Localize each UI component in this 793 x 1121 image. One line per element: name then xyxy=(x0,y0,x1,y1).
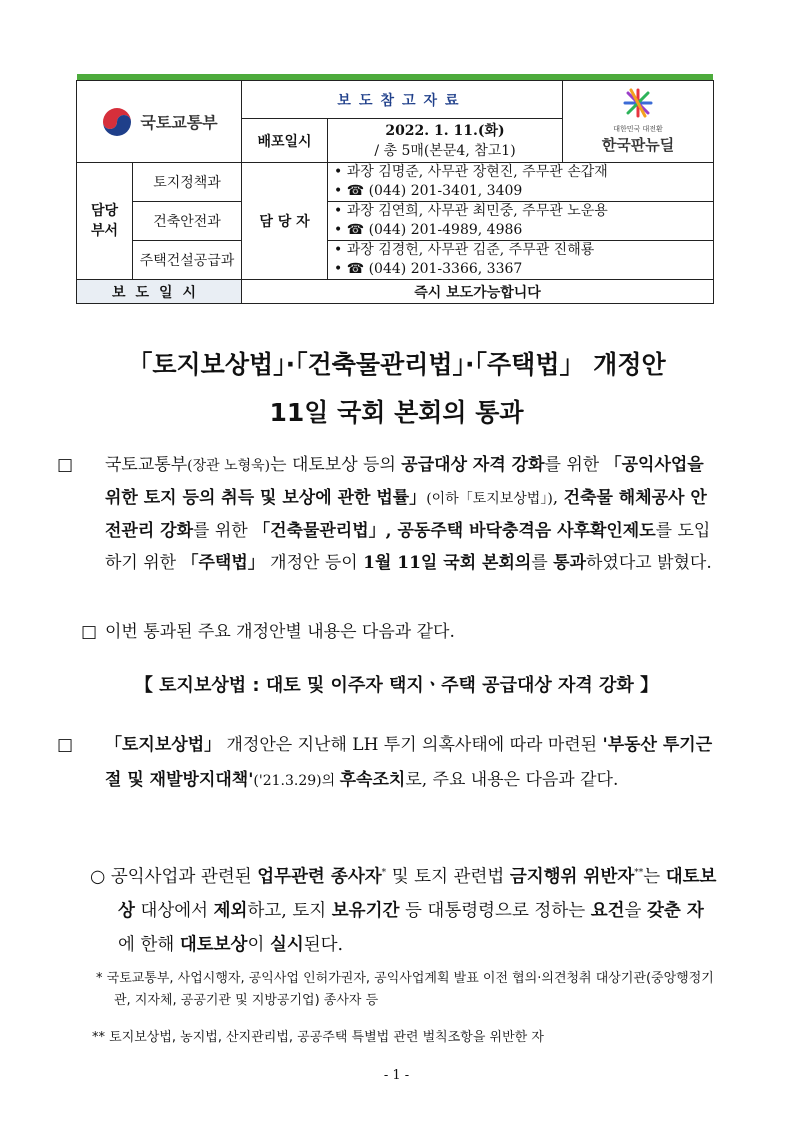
paragraph-2: □ 이번 통과된 주요 개정안별 내용은 다음과 같다. xyxy=(81,616,721,648)
contact-staff: • 과장 김연희, 사무관 최민중, 주무관 노운용 xyxy=(334,203,608,219)
contact-staff: • 과장 김명준, 사무관 장현진, 주무관 손갑재 xyxy=(334,164,608,180)
new-deal-logo-icon xyxy=(621,88,655,118)
footnote-2: ** 토지보상법, 농지법, 산지관리법, 공공주택 특별법 관련 벌칙조항을 위반한 자 xyxy=(92,1030,544,1045)
page-count: / 총 5매(본문4, 참고1) xyxy=(374,142,516,159)
dept-name: 토지정책과 xyxy=(133,163,242,202)
release-label: 배포일시 xyxy=(242,119,328,163)
release-date: 2022. 1. 11.(화) xyxy=(385,122,505,139)
korean-new-deal-logo-cell xyxy=(563,81,714,163)
headline-line-2: 11일 국회 본회의 통과 xyxy=(269,398,524,427)
headline-line-1: 「토지보상법」·「건축물관리법」·「주택법」 개정안 xyxy=(127,350,666,379)
dept-contact xyxy=(328,241,714,280)
embargo-value: 즉시 보도가능합니다 xyxy=(242,280,714,304)
contact-staff: • 과장 김경헌, 사무관 김준, 주무관 진해룡 xyxy=(334,242,595,258)
contact-phone: • ☎ (044) 201-3366, 3367 xyxy=(334,261,523,277)
footnote-1: * 국토교통부, 사업시행자, 공익사업 인허가권자, 공익사업계획 발표 이전 협의·의견청취 대상기관(중앙행정기관, 지자체, 공공기관 및 지방공기업) 종사자 등 xyxy=(96,971,714,1008)
paragraph-3: □ 「토지보상법」 개정안은 지난해 LH 투기 의혹사태에 따라 마련된 '부동산 투기근절 및 재발방지대책'('21.3.29)의 후속조치로, 주요 내용은 다음과 같다. xyxy=(81,728,721,799)
sub-item-1: ○ 공익사업과 관련된 업무관련 종사자* 및 토지 관련법 금지행위 위반자**는 대토보상 대상에서 제외하고, 토지 보유기간 등 대통령령으로 정하는 요건을 갖춘 자에 한해 대토보상이 실시된다. xyxy=(90,866,717,955)
dept-contact xyxy=(328,202,714,241)
section-title: 【 토지보상법 : 대토 및 이주자 택지ㆍ주택 공급대상 자격 강화 】 xyxy=(134,675,659,696)
contact-phone: • ☎ (044) 201-3401, 3409 xyxy=(334,183,523,199)
new-deal-title: 한국판뉴딜 xyxy=(601,136,675,154)
release-date-cell xyxy=(328,119,563,163)
contact-label: 담 당 자 xyxy=(242,163,328,280)
new-deal-subtitle: 대한민국 대전환 xyxy=(613,125,663,133)
checkbox-bullet-icon: □ xyxy=(57,455,74,475)
ministry-name: 국토교통부 xyxy=(140,113,218,132)
dept-label: 담당 부서 xyxy=(77,163,133,280)
checkbox-bullet-icon: □ xyxy=(57,735,74,755)
embargo-label: 보도일시 xyxy=(77,280,242,304)
ministry-logo-cell xyxy=(77,81,242,163)
page-number: - 1 - xyxy=(383,1068,410,1083)
dept-name: 건축안전과 xyxy=(133,202,242,241)
dept-name: 주택건설공급과 xyxy=(133,241,242,280)
ministry-logo-icon xyxy=(100,105,134,139)
dept-contact xyxy=(328,163,714,202)
checkbox-bullet-icon: □ xyxy=(81,622,98,642)
release-info-table xyxy=(76,80,714,304)
circle-bullet-icon: ○ xyxy=(90,866,106,887)
paragraph-1: □ 국토교통부(장관 노형욱)는 대토보상 등의 공급대상 자격 강화를 위한 「공익사업을 위한 토지 등의 취득 및 보상에 관한 법률」(이하「토지보상법」), 건축물 해체공사 안전관리 강화를 위한 「건축물관리법」, 공동주택 바닥충격음 사후확인제도를 도입하기 위한 「주택법」 개정안 등이 1월 11일 국회 본회의를 통과하였다고 밝혔다. xyxy=(81,449,721,579)
contact-phone: • ☎ (044) 201-4989, 4986 xyxy=(334,222,523,238)
doc-title: 보도참고자료 xyxy=(242,81,563,119)
